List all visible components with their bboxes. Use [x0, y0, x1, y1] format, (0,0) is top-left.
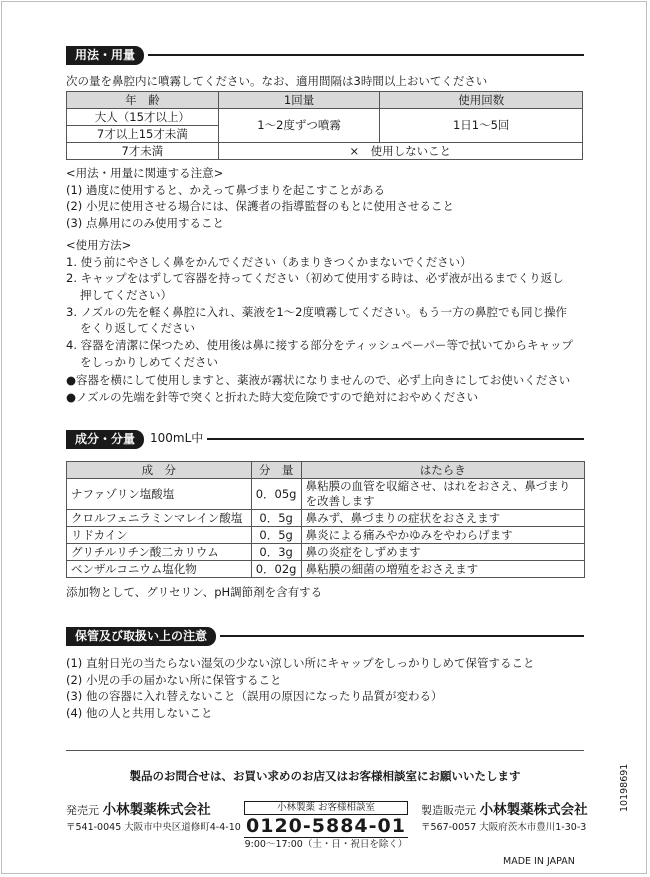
- ing-action-line: 鼻粘膜の血管を収縮させ、はれをおさえ、鼻づまり: [305, 479, 571, 493]
- ingredients-heading: 成分・分量: [66, 430, 144, 449]
- table-row: [67, 544, 585, 561]
- storage-section-header: [66, 626, 584, 646]
- usage-heading: 用法・用量: [66, 46, 144, 65]
- table-row: [67, 527, 585, 544]
- method-step: 4. 容器を清潔に保つため、使用後は鼻に接する部分をティッシュペーパー等で拭いてからキャップ: [66, 338, 573, 353]
- ing-amount: 0．05g: [251, 479, 301, 510]
- storage-item: (1) 直射日光の当たらない湿気の少ない涼しい所にキャップをしっかりしめて保管すること: [66, 656, 535, 670]
- ing-amount: 0．5g: [251, 510, 301, 527]
- dose-header-frequency: 使用回数: [380, 92, 583, 109]
- dose-not-use: × 使用しないこと: [218, 143, 582, 160]
- table-row: [67, 561, 585, 578]
- seller-name: 小林製薬株式会社: [102, 802, 211, 818]
- phone-number: 0120-5884-01: [246, 815, 406, 837]
- dose-age-under7: 7才未満: [67, 143, 219, 160]
- origin-label: MADE IN JAPAN: [503, 856, 575, 867]
- usage-method: [66, 237, 588, 370]
- ing-name: クロルフェニラミンマレイン酸塩: [67, 510, 252, 527]
- warning-item: ●ノズルの先端を針等で突くと折れた時大変危険ですので絶対におやめください: [66, 389, 479, 404]
- usage-cautions: [66, 165, 588, 232]
- ing-header-amount: 分 量: [251, 462, 301, 479]
- method-step-cont: をくり返してください: [80, 321, 195, 336]
- ing-name: リドカイン: [67, 527, 252, 544]
- warning-item: ●容器を横にして使用しますと、薬液が霧状になりませんので、必ず上向きにしてお使いください: [66, 373, 571, 387]
- seller-address: 〒541-0045 大阪市中央区道修町4-4-10: [66, 821, 241, 833]
- ing-amount: 0．3g: [251, 544, 301, 561]
- caution-item: (3) 点鼻用にのみ使用すること: [66, 216, 224, 231]
- seller-block: [66, 801, 241, 834]
- ing-action: [301, 479, 584, 510]
- storage-item: (4) 他の人と共用しないこと: [66, 706, 213, 721]
- usage-warnings: [66, 372, 588, 405]
- method-title: <使用方法>: [66, 238, 132, 252]
- method-step: 1. 使う前にやさしく鼻をかんでください（あまりきつくかまないでください）: [66, 254, 472, 269]
- ing-header-name: 成 分: [67, 462, 252, 479]
- caution-item: (2) 小児に使用させる場合には、保護者の指導監督のもとに使用させること: [66, 199, 454, 214]
- additives-text: 添加物として、グリセリン、pH調節剤を含有する: [66, 585, 323, 599]
- ingredients-table: [66, 461, 585, 578]
- storage-heading-rule: [220, 635, 584, 637]
- usage-section-header: [66, 45, 584, 65]
- ing-action: 鼻みず、鼻づまりの症状をおさえます: [301, 510, 584, 527]
- ing-action: 鼻炎による痛みやかゆみをやわらげます: [301, 527, 584, 544]
- maker-address: 〒567-0057 大阪府茨木市豊川1-30-3: [421, 821, 587, 833]
- storage-heading: 保管及び取扱い上の注意: [66, 627, 216, 646]
- table-row: [67, 479, 585, 510]
- ingredients-additives: [66, 584, 588, 601]
- table-row: [67, 510, 585, 527]
- ing-action: 鼻粘膜の細菌の増殖をおさえます: [301, 561, 584, 578]
- customer-center-box: [244, 801, 408, 851]
- ingredients-per: 100mL中: [150, 431, 204, 446]
- ingredients-section-header: [66, 429, 584, 449]
- ing-name: ナファゾリン塩酸塩: [67, 479, 252, 510]
- usage-intro-text: 次の量を鼻腔内に噴霧してください。なお、適用間隔は3時間以上おいてください: [66, 74, 488, 88]
- dose-age-child: 7才以上15才未満: [67, 126, 219, 143]
- ing-amount: 0．02g: [251, 561, 301, 578]
- method-step: 2. キャップをはずして容器を持ってください（初めて使用する時は、必ず液が出るまでくり返し: [66, 271, 564, 286]
- ing-name: ベンザルコニウム塩化物: [67, 561, 252, 578]
- ing-action-line: を改善します: [305, 494, 375, 508]
- usage-intro: [66, 73, 588, 90]
- caution-item: (1) 過度に使用すると、かえって鼻づまりを起こすことがある: [66, 182, 385, 197]
- method-step: 3. ノズルの先を軽く鼻腔に入れ、薬液を1～2度噴霧してください。もう一方の鼻腔でも同じ操作: [66, 304, 567, 319]
- inquiry-note: 製品のお問合せは、お買い求めのお店又はお客様相談室にお願いいたします: [129, 769, 521, 783]
- dose-table: [66, 91, 583, 160]
- method-step-cont: 押してください）: [80, 288, 172, 303]
- ing-header-action: はたらき: [301, 462, 584, 479]
- dose-amount: 1～2度ずつ噴霧: [218, 109, 380, 143]
- dose-header-amount: 1回量: [218, 92, 380, 109]
- usage-heading-rule: [148, 54, 584, 56]
- ing-name: グリチルリチン酸二カリウム: [67, 544, 252, 561]
- storage-list: [66, 655, 588, 722]
- cautions-title: <用法・用量に関連する注意>: [66, 166, 224, 180]
- phone-title: 小林製薬 お客様相談室: [244, 801, 408, 815]
- ing-amount: 0．5g: [251, 527, 301, 544]
- dose-age-adult: 大人（15才以上）: [67, 109, 219, 126]
- ingredients-heading-rule: [207, 438, 584, 440]
- footer-divider: [66, 750, 584, 751]
- maker-block: [421, 801, 588, 834]
- storage-item: (3) 他の容器に入れ替えないこと（誤用の原因になったり品質が変わる）: [66, 689, 443, 704]
- method-step-cont: をしっかりしめてください: [80, 354, 218, 369]
- dose-frequency: 1日1～5回: [380, 109, 583, 143]
- ing-action: 鼻の炎症をしずめます: [301, 544, 584, 561]
- maker-label: 製造販売元: [421, 804, 476, 817]
- product-code: 10198691: [619, 763, 630, 812]
- maker-name: 小林製薬株式会社: [479, 802, 588, 818]
- seller-label: 発売元: [66, 804, 99, 817]
- phone-hours: 9:00～17:00（土・日・祝日を除く）: [244, 839, 408, 850]
- dose-header-age: 年 齢: [67, 92, 219, 109]
- storage-item: (2) 小児の手の届かない所に保管すること: [66, 672, 282, 687]
